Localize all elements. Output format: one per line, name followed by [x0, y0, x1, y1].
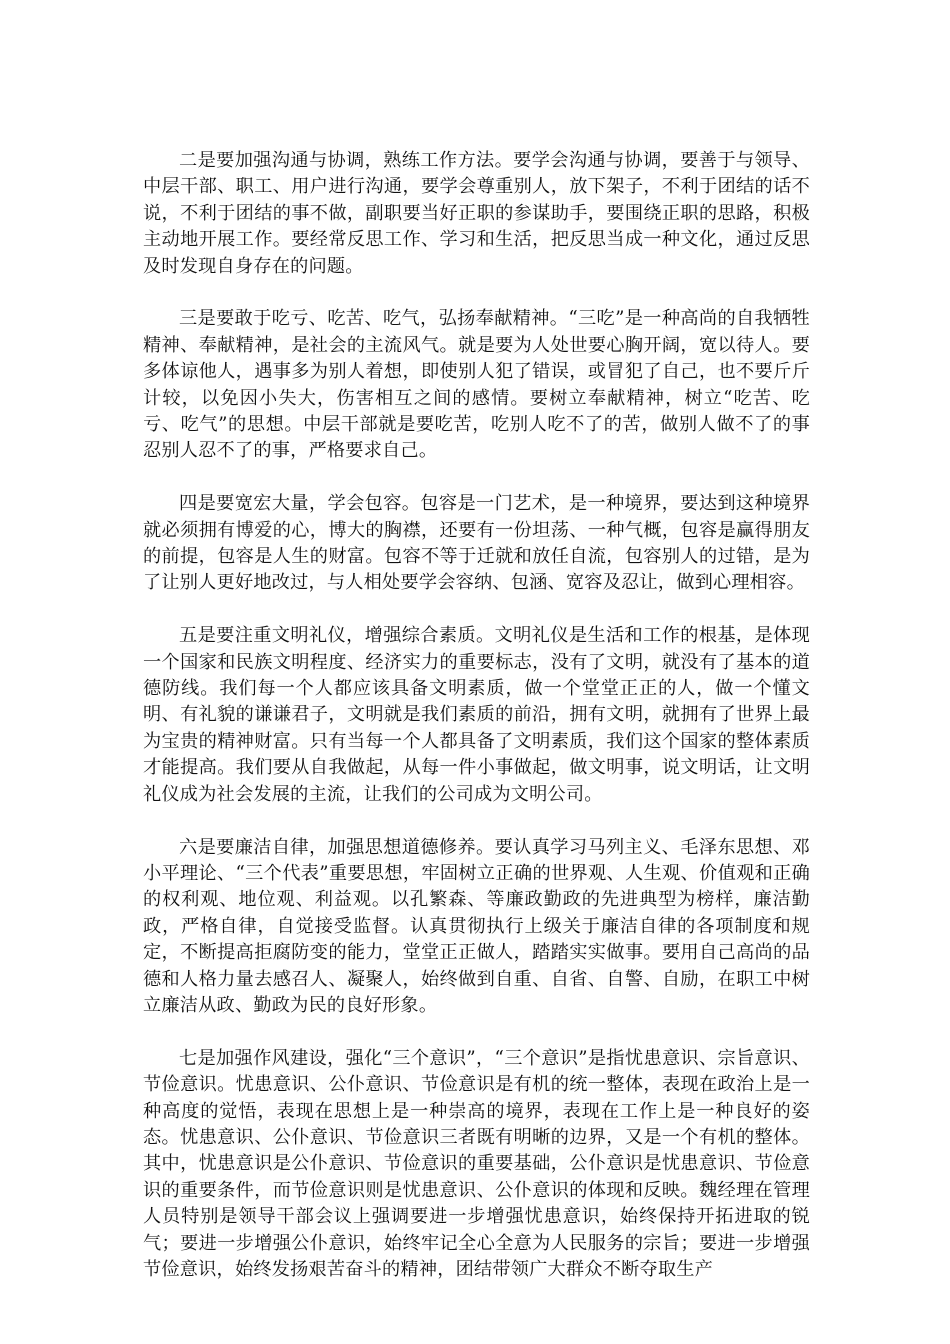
paragraph-dedication: 三是要敢于吃亏、吃苦、吃气，弘扬奉献精神。“三吃”是一种高尚的自我牺牲精神、奉献精神，是社会的主流风气。就是要为人处世要心胸开阔，宽以待人。要多体谅他人，遇事多为别人着想，即使别人犯了错误，或冒犯了自己，也不要斤斤计较，以免因小失大，伤害相互之间的感情。要树立奉献精神，树立“吃苦、吃亏、吃气”的思想。中层干部就是要吃苦，吃别人吃不了的苦，做别人做不了的事忍别人忍不了的事，严格要求自己。	[143, 308, 810, 462]
paragraph-integrity: 六是要廉洁自律，加强思想道德修养。要认真学习马列主义、毛泽东思想、邓小平理论、“三个代表”重要思想，牢固树立正确的世界观、人生观、价值观和正确的权利观、地位观、利益观。以孔繁森、等廉政勤政的先进典型为榜样，廉洁勤政，严格自律，自觉接受监督。认真贯彻执行上级关于廉洁自律的各项制度和规定，不断提高拒腐防变的能力，堂堂正正做人，踏踏实实做事。要用自己高尚的品德和人格力量去感召人、凝聚人，始终做到自重、自省、自警、自励，在职工中树立廉洁从政、勤政为民的良好形象。	[143, 836, 810, 1016]
paragraph-tolerance: 四是要宽宏大量，学会包容。包容是一门艺术，是一种境界，要达到这种境界就必须拥有博爱的心，博大的胸襟，还要有一份坦荡、一种气概，包容是赢得朋友的前提，包容是人生的财富。包容不等于迁就和放任自流，包容别人的过错，是为了让别人更好地改过，与人相处要学会容纳、包涵、宽容及忍让，做到心理相容。	[143, 493, 810, 594]
paragraph-communication: 二是要加强沟通与协调，熟练工作方法。要学会沟通与协调，要善于与领导、中层干部、职工、用户进行沟通，要学会尊重别人，放下架子，不利于团结的话不说，不利于团结的事不做，副职要当好正职的参谋助手，要围绕正职的思路，积极主动地开展工作。要经常反思工作、学习和生活，把反思当成一种文化，通过反思及时发现自身存在的问题。	[143, 150, 810, 277]
paragraph-etiquette: 五是要注重文明礼仪，增强综合素质。文明礼仪是生活和工作的根基，是体现一个国家和民族文明程度、经济实力的重要标志，没有了文明，就没有了基本的道德防线。我们每一个人都应该具备文明素质，做一个堂堂正正的人，做一个懂文明、有礼貌的谦谦君子，文明就是我们素质的前沿，拥有文明，就拥有了世界上最为宝贵的精神财富。只有当每一个人都具备了文明素质，我们这个国家的整体素质才能提高。我们要从自我做起，从每一件小事做起，做文明事，说文明话，让文明礼仪成为社会发展的主流，让我们的公司成为文明公司。	[143, 625, 810, 805]
document-body	[143, 148, 810, 1310]
paragraph-work-style: 七是加强作风建设，强化“三个意识”，“三个意识”是指忧患意识、宗旨意识、节俭意识。忧患意识、公仆意识、节俭意识是有机的统一整体，表现在政治上是一种高度的觉悟，表现在思想上是一种崇高的境界，表现在工作上是一种良好的姿态。忧患意识、公仆意识、节俭意识三者既有明晰的边界，又是一个有机的整体。其中，忧患意识是公仆意识、节俭意识的重要基础，公仆意识是忧患意识、节俭意识的重要条件，而节俭意识则是忧患意识、公仆意识的体现和反映。魏经理在管理人员特别是领导干部会议上强调要进一步增强忧患意识，始终保持开拓进取的锐气；要进一步增强公仆意识，始终牢记全心全意为人民服务的宗旨；要进一步增强节俭意识，始终发扬艰苦奋斗的精神，团结带领广大群众不断夺取生产	[143, 1047, 810, 1280]
